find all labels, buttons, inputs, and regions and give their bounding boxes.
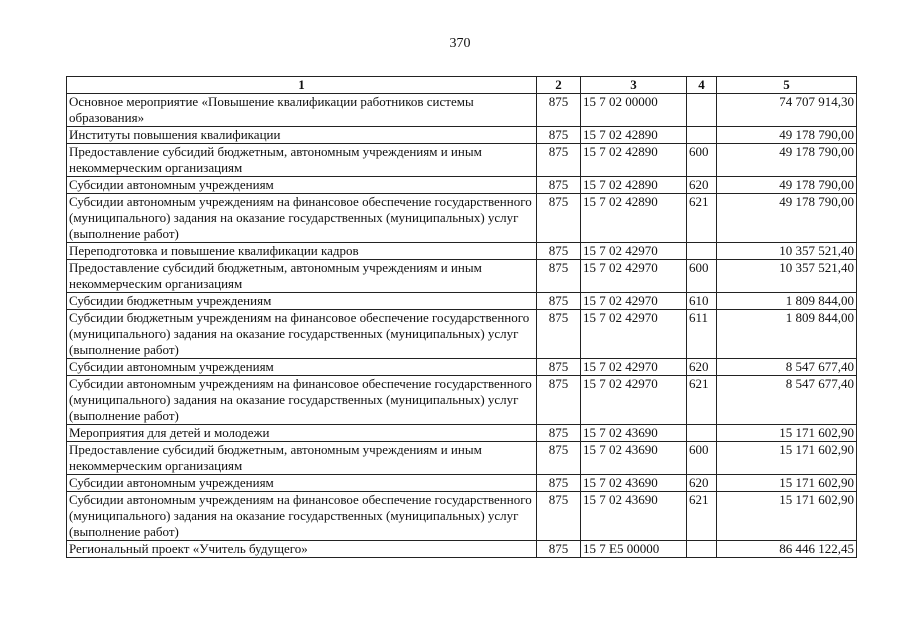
table-row (67, 293, 857, 310)
cell-department: 875 (537, 442, 581, 475)
cell-expense-type: 621 (687, 492, 717, 541)
cell-department: 875 (537, 144, 581, 177)
cell-expense-type: 611 (687, 310, 717, 359)
table-row (67, 177, 857, 194)
cell-expense-type (687, 243, 717, 260)
cell-amount: 15 171 602,90 (717, 475, 857, 492)
cell-amount: 1 809 844,00 (717, 293, 857, 310)
cell-department: 875 (537, 94, 581, 127)
table-row (67, 127, 857, 144)
cell-expense-type: 620 (687, 177, 717, 194)
cell-amount: 49 178 790,00 (717, 144, 857, 177)
cell-department: 875 (537, 127, 581, 144)
table-row (67, 94, 857, 127)
page-number: 370 (449, 36, 471, 51)
cell-department: 875 (537, 475, 581, 492)
cell-target-article: 15 7 02 00000 (581, 94, 687, 127)
cell-amount: 74 707 914,30 (717, 94, 857, 127)
cell-target-article: 15 7 02 42890 (581, 144, 687, 177)
cell-target-article: 15 7 02 42890 (581, 177, 687, 194)
cell-expense-type: 600 (687, 144, 717, 177)
cell-name: Региональный проект «Учитель будущего» (67, 541, 537, 558)
cell-name: Основное мероприятие «Повышение квалификации работников системы образования» (67, 94, 537, 127)
cell-target-article: 15 7 02 42970 (581, 293, 687, 310)
table-row (67, 541, 857, 558)
cell-department: 875 (537, 492, 581, 541)
column-header-target-article: 3 (581, 77, 687, 94)
column-header-name: 1 (67, 77, 537, 94)
cell-department: 875 (537, 243, 581, 260)
cell-name: Субсидии бюджетным учреждениям на финансовое обеспечение государственного (муниципального) задания на оказание государственных (муниципальных) услуг (выполнение работ) (67, 310, 537, 359)
cell-amount: 10 357 521,40 (717, 243, 857, 260)
table-row (67, 425, 857, 442)
cell-expense-type: 620 (687, 359, 717, 376)
table-row (67, 194, 857, 243)
cell-amount: 8 547 677,40 (717, 376, 857, 425)
cell-department: 875 (537, 260, 581, 293)
cell-expense-type (687, 541, 717, 558)
cell-name: Предоставление субсидий бюджетным, автономным учреждениям и иным некоммерческим организациям (67, 442, 537, 475)
cell-department: 875 (537, 194, 581, 243)
cell-name: Мероприятия для детей и молодежи (67, 425, 537, 442)
column-header-expense-type: 4 (687, 77, 717, 94)
cell-target-article: 15 7 02 43690 (581, 442, 687, 475)
cell-name: Институты повышения квалификации (67, 127, 537, 144)
cell-target-article: 15 7 02 42890 (581, 127, 687, 144)
cell-target-article: 15 7 02 42970 (581, 376, 687, 425)
table-row (67, 492, 857, 541)
cell-name: Субсидии автономным учреждениям на финансовое обеспечение государственного (муниципального) задания на оказание государственных (муниципальных) услуг (выполнение работ) (67, 376, 537, 425)
cell-target-article: 15 7 02 42970 (581, 359, 687, 376)
cell-expense-type: 621 (687, 376, 717, 425)
cell-name: Субсидии автономным учреждениям (67, 359, 537, 376)
cell-name: Субсидии автономным учреждениям на финансовое обеспечение государственного (муниципального) задания на оказание государственных (муниципальных) услуг (выполнение работ) (67, 492, 537, 541)
cell-department: 875 (537, 310, 581, 359)
table-row (67, 475, 857, 492)
table-row (67, 376, 857, 425)
cell-expense-type: 621 (687, 194, 717, 243)
header-row (67, 77, 857, 94)
cell-target-article: 15 7 02 43690 (581, 492, 687, 541)
cell-expense-type (687, 127, 717, 144)
table-row (67, 260, 857, 293)
table-row (67, 144, 857, 177)
cell-target-article: 15 7 E5 00000 (581, 541, 687, 558)
cell-expense-type: 620 (687, 475, 717, 492)
cell-target-article: 15 7 02 42970 (581, 310, 687, 359)
cell-expense-type (687, 425, 717, 442)
cell-amount: 8 547 677,40 (717, 359, 857, 376)
cell-expense-type: 600 (687, 260, 717, 293)
cell-amount: 49 178 790,00 (717, 194, 857, 243)
cell-name: Субсидии бюджетным учреждениям (67, 293, 537, 310)
cell-name: Предоставление субсидий бюджетным, автономным учреждениям и иным некоммерческим организациям (67, 144, 537, 177)
table-row (67, 243, 857, 260)
table-body (67, 94, 857, 558)
cell-department: 875 (537, 541, 581, 558)
cell-amount: 15 171 602,90 (717, 425, 857, 442)
cell-department: 875 (537, 177, 581, 194)
cell-name: Субсидии автономным учреждениям (67, 177, 537, 194)
table-header (67, 77, 857, 94)
cell-target-article: 15 7 02 42890 (581, 194, 687, 243)
cell-name: Предоставление субсидий бюджетным, автономным учреждениям и иным некоммерческим организациям (67, 260, 537, 293)
cell-amount: 86 446 122,45 (717, 541, 857, 558)
budget-table (66, 76, 857, 558)
cell-department: 875 (537, 293, 581, 310)
cell-amount: 15 171 602,90 (717, 492, 857, 541)
cell-name: Субсидии автономным учреждениям (67, 475, 537, 492)
cell-department: 875 (537, 376, 581, 425)
cell-expense-type: 600 (687, 442, 717, 475)
cell-target-article: 15 7 02 42970 (581, 243, 687, 260)
column-header-department: 2 (537, 77, 581, 94)
cell-name: Переподготовка и повышение квалификации кадров (67, 243, 537, 260)
table-row (67, 442, 857, 475)
cell-target-article: 15 7 02 43690 (581, 425, 687, 442)
cell-amount: 15 171 602,90 (717, 442, 857, 475)
cell-amount: 10 357 521,40 (717, 260, 857, 293)
cell-amount: 49 178 790,00 (717, 177, 857, 194)
cell-expense-type: 610 (687, 293, 717, 310)
cell-name: Субсидии автономным учреждениям на финансовое обеспечение государственного (муниципального) задания на оказание государственных (муниципальных) услуг (выполнение работ) (67, 194, 537, 243)
cell-expense-type (687, 94, 717, 127)
cell-department: 875 (537, 425, 581, 442)
table-row (67, 359, 857, 376)
column-header-amount: 5 (717, 77, 857, 94)
cell-target-article: 15 7 02 42970 (581, 260, 687, 293)
cell-target-article: 15 7 02 43690 (581, 475, 687, 492)
table-row (67, 310, 857, 359)
cell-department: 875 (537, 359, 581, 376)
cell-amount: 1 809 844,00 (717, 310, 857, 359)
cell-amount: 49 178 790,00 (717, 127, 857, 144)
